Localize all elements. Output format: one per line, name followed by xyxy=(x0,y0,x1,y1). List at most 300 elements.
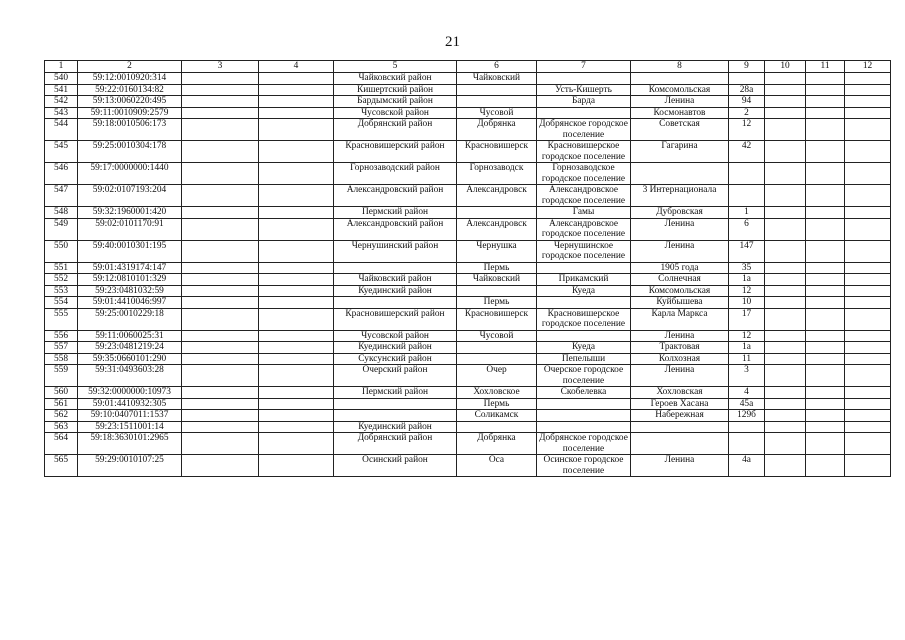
col-10-cell xyxy=(765,207,806,219)
street-cell: Ленина xyxy=(631,96,729,108)
col-3-cell xyxy=(182,387,259,399)
column-header-10: 10 xyxy=(765,61,806,73)
col-12-cell xyxy=(845,398,891,410)
settlement-cell xyxy=(457,342,537,354)
row-number-cell: 565 xyxy=(45,455,78,477)
col-4-cell xyxy=(259,96,334,108)
registry-table xyxy=(44,60,891,477)
table-row xyxy=(45,353,891,365)
row-number-cell: 553 xyxy=(45,285,78,297)
district-cell xyxy=(334,398,457,410)
street-cell: Космонавтов xyxy=(631,107,729,119)
table-row xyxy=(45,365,891,387)
table-row xyxy=(45,330,891,342)
table-row xyxy=(45,274,891,286)
col-4-cell xyxy=(259,398,334,410)
district-cell: Красновишерский район xyxy=(334,141,457,163)
row-number-cell: 562 xyxy=(45,410,78,422)
table-row xyxy=(45,119,891,141)
col-10-cell xyxy=(765,421,806,433)
street-cell: Дубровская xyxy=(631,207,729,219)
district-cell xyxy=(334,410,457,422)
col-12-cell xyxy=(845,73,891,85)
col-12-cell xyxy=(845,163,891,185)
cadastral-number-cell: 59:02:0101170:91 xyxy=(78,218,182,240)
col-11-cell xyxy=(806,119,845,141)
cadastral-number-cell: 59:25:0010229:18 xyxy=(78,308,182,330)
settlement-cell xyxy=(457,207,537,219)
street-cell: Ленина xyxy=(631,365,729,387)
col-3-cell xyxy=(182,342,259,354)
col-4-cell xyxy=(259,274,334,286)
cadastral-number-cell: 59:01:4319174:147 xyxy=(78,262,182,274)
table-row xyxy=(45,410,891,422)
district-cell xyxy=(334,297,457,309)
col-4-cell xyxy=(259,297,334,309)
cadastral-number-cell: 59:25:0010304:178 xyxy=(78,141,182,163)
col-3-cell xyxy=(182,73,259,85)
settlement-cell xyxy=(457,84,537,96)
house-cell xyxy=(729,433,765,455)
col-3-cell xyxy=(182,119,259,141)
street-cell: Колхозная xyxy=(631,353,729,365)
district-cell xyxy=(334,262,457,274)
house-cell: 10 xyxy=(729,297,765,309)
col-4-cell xyxy=(259,421,334,433)
house-cell: 17 xyxy=(729,308,765,330)
row-number-cell: 545 xyxy=(45,141,78,163)
col-3-cell xyxy=(182,96,259,108)
col-12-cell xyxy=(845,185,891,207)
table-row xyxy=(45,185,891,207)
col-10-cell xyxy=(765,285,806,297)
locality-cell: Скобелевка xyxy=(537,387,631,399)
cadastral-number-cell: 59:32:1960001:420 xyxy=(78,207,182,219)
locality-cell: Красновишерское городское поселение xyxy=(537,141,631,163)
col-12-cell xyxy=(845,455,891,477)
col-3-cell xyxy=(182,353,259,365)
house-cell xyxy=(729,163,765,185)
locality-cell: Очерское городское поселение xyxy=(537,365,631,387)
col-3-cell xyxy=(182,308,259,330)
col-11-cell xyxy=(806,285,845,297)
street-cell: Ленина xyxy=(631,330,729,342)
house-cell: 12 xyxy=(729,119,765,141)
col-12-cell xyxy=(845,297,891,309)
cadastral-number-cell: 59:22:0160134:82 xyxy=(78,84,182,96)
row-number-cell: 557 xyxy=(45,342,78,354)
col-11-cell xyxy=(806,96,845,108)
settlement-cell: Пермь xyxy=(457,262,537,274)
table-body xyxy=(45,73,891,477)
col-12-cell xyxy=(845,330,891,342)
col-4-cell xyxy=(259,285,334,297)
house-cell: 147 xyxy=(729,240,765,262)
street-cell: Героев Хасана xyxy=(631,398,729,410)
col-11-cell xyxy=(806,308,845,330)
col-11-cell xyxy=(806,240,845,262)
col-12-cell xyxy=(845,308,891,330)
col-3-cell xyxy=(182,365,259,387)
district-cell: Бардымский район xyxy=(334,96,457,108)
col-10-cell xyxy=(765,398,806,410)
col-11-cell xyxy=(806,185,845,207)
col-4-cell xyxy=(259,330,334,342)
settlement-cell: Горнозаводск xyxy=(457,163,537,185)
col-3-cell xyxy=(182,262,259,274)
table-row xyxy=(45,163,891,185)
district-cell: Кишертский район xyxy=(334,84,457,96)
row-number-cell: 561 xyxy=(45,398,78,410)
column-header-5: 5 xyxy=(334,61,457,73)
settlement-cell xyxy=(457,285,537,297)
street-cell: Советская xyxy=(631,119,729,141)
locality-cell xyxy=(537,398,631,410)
col-10-cell xyxy=(765,96,806,108)
street-cell: Ленина xyxy=(631,240,729,262)
row-number-cell: 548 xyxy=(45,207,78,219)
street-cell: Куйбышева xyxy=(631,297,729,309)
row-number-cell: 543 xyxy=(45,107,78,119)
cadastral-number-cell: 59:18:3630101:2965 xyxy=(78,433,182,455)
row-number-cell: 555 xyxy=(45,308,78,330)
col-10-cell xyxy=(765,330,806,342)
col-4-cell xyxy=(259,262,334,274)
settlement-cell: Соликамск xyxy=(457,410,537,422)
col-4-cell xyxy=(259,353,334,365)
row-number-cell: 549 xyxy=(45,218,78,240)
settlement-cell xyxy=(457,353,537,365)
col-10-cell xyxy=(765,342,806,354)
col-11-cell xyxy=(806,207,845,219)
street-cell: Хохловская xyxy=(631,387,729,399)
street-cell xyxy=(631,421,729,433)
col-12-cell xyxy=(845,84,891,96)
col-3-cell xyxy=(182,218,259,240)
col-12-cell xyxy=(845,421,891,433)
col-11-cell xyxy=(806,353,845,365)
row-number-cell: 560 xyxy=(45,387,78,399)
page-number: 21 xyxy=(445,34,460,50)
col-12-cell xyxy=(845,218,891,240)
locality-cell: Красновишерское городское поселение xyxy=(537,308,631,330)
col-3-cell xyxy=(182,433,259,455)
street-cell: 1905 года xyxy=(631,262,729,274)
house-cell: 4 xyxy=(729,387,765,399)
locality-cell: Пепелыши xyxy=(537,353,631,365)
col-10-cell xyxy=(765,297,806,309)
column-header-8: 8 xyxy=(631,61,729,73)
col-10-cell xyxy=(765,410,806,422)
house-cell xyxy=(729,73,765,85)
settlement-cell: Хохловское xyxy=(457,387,537,399)
cadastral-number-cell: 59:23:0481032:59 xyxy=(78,285,182,297)
district-cell: Куединский район xyxy=(334,285,457,297)
row-number-cell: 541 xyxy=(45,84,78,96)
column-header-3: 3 xyxy=(182,61,259,73)
table-row xyxy=(45,421,891,433)
settlement-cell xyxy=(457,421,537,433)
house-cell: 94 xyxy=(729,96,765,108)
col-11-cell xyxy=(806,141,845,163)
locality-cell: Александровское городское поселение xyxy=(537,185,631,207)
locality-cell: Александровское городское поселение xyxy=(537,218,631,240)
row-number-cell: 563 xyxy=(45,421,78,433)
col-12-cell xyxy=(845,433,891,455)
house-cell: 1а xyxy=(729,342,765,354)
row-number-cell: 554 xyxy=(45,297,78,309)
table-row xyxy=(45,218,891,240)
cadastral-number-cell: 59:18:0010506:173 xyxy=(78,119,182,141)
col-11-cell xyxy=(806,274,845,286)
street-cell: Комсомольская xyxy=(631,84,729,96)
col-12-cell xyxy=(845,119,891,141)
locality-cell xyxy=(537,297,631,309)
col-10-cell xyxy=(765,433,806,455)
table-row xyxy=(45,455,891,477)
house-cell: 11 xyxy=(729,353,765,365)
row-number-cell: 564 xyxy=(45,433,78,455)
cadastral-number-cell: 59:32:0000000:10973 xyxy=(78,387,182,399)
settlement-cell: Пермь xyxy=(457,297,537,309)
district-cell: Чусовской район xyxy=(334,330,457,342)
house-cell: 12 xyxy=(729,285,765,297)
cadastral-number-cell: 59:11:0060025:31 xyxy=(78,330,182,342)
table-row xyxy=(45,308,891,330)
house-cell: 28а xyxy=(729,84,765,96)
district-cell: Пермский район xyxy=(334,207,457,219)
col-10-cell xyxy=(765,455,806,477)
settlement-cell: Чернушка xyxy=(457,240,537,262)
settlement-cell: Оса xyxy=(457,455,537,477)
locality-cell xyxy=(537,330,631,342)
col-3-cell xyxy=(182,240,259,262)
col-4-cell xyxy=(259,433,334,455)
table-row xyxy=(45,107,891,119)
settlement-cell: Очер xyxy=(457,365,537,387)
settlement-cell: Чусовой xyxy=(457,330,537,342)
settlement-cell: Александровск xyxy=(457,185,537,207)
house-cell: 6 xyxy=(729,218,765,240)
house-cell: 3 xyxy=(729,365,765,387)
district-cell: Добрянский район xyxy=(334,119,457,141)
cadastral-number-cell: 59:23:0481219:24 xyxy=(78,342,182,354)
col-11-cell xyxy=(806,433,845,455)
street-cell: Набережная xyxy=(631,410,729,422)
col-11-cell xyxy=(806,455,845,477)
col-11-cell xyxy=(806,342,845,354)
settlement-cell: Добрянка xyxy=(457,433,537,455)
col-11-cell xyxy=(806,218,845,240)
col-3-cell xyxy=(182,274,259,286)
street-cell: Трактовая xyxy=(631,342,729,354)
house-cell: 35 xyxy=(729,262,765,274)
table-row xyxy=(45,141,891,163)
column-header-9: 9 xyxy=(729,61,765,73)
cadastral-number-cell: 59:17:0000000:1440 xyxy=(78,163,182,185)
col-4-cell xyxy=(259,308,334,330)
col-3-cell xyxy=(182,141,259,163)
col-4-cell xyxy=(259,73,334,85)
col-3-cell xyxy=(182,107,259,119)
cadastral-number-cell: 59:12:0810101:329 xyxy=(78,274,182,286)
col-11-cell xyxy=(806,262,845,274)
col-10-cell xyxy=(765,218,806,240)
settlement-cell: Добрянка xyxy=(457,119,537,141)
col-4-cell xyxy=(259,163,334,185)
street-cell: Солнечная xyxy=(631,274,729,286)
settlement-cell: Александровск xyxy=(457,218,537,240)
district-cell: Добрянский район xyxy=(334,433,457,455)
col-4-cell xyxy=(259,387,334,399)
col-11-cell xyxy=(806,297,845,309)
row-number-cell: 540 xyxy=(45,73,78,85)
col-12-cell xyxy=(845,353,891,365)
locality-cell: Добрянское городское поселение xyxy=(537,119,631,141)
district-cell: Красновишерский район xyxy=(334,308,457,330)
col-4-cell xyxy=(259,207,334,219)
street-cell: 3 Интернационала xyxy=(631,185,729,207)
street-cell: Гагарина xyxy=(631,141,729,163)
cadastral-number-cell: 59:31:0493603:28 xyxy=(78,365,182,387)
col-11-cell xyxy=(806,387,845,399)
row-number-cell: 547 xyxy=(45,185,78,207)
col-12-cell xyxy=(845,342,891,354)
settlement-cell: Чусовой xyxy=(457,107,537,119)
house-cell: 45а xyxy=(729,398,765,410)
table-row xyxy=(45,240,891,262)
locality-cell: Гамы xyxy=(537,207,631,219)
street-cell xyxy=(631,163,729,185)
column-header-7: 7 xyxy=(537,61,631,73)
street-cell xyxy=(631,433,729,455)
table-row xyxy=(45,262,891,274)
settlement-cell: Пермь xyxy=(457,398,537,410)
col-3-cell xyxy=(182,84,259,96)
col-3-cell xyxy=(182,455,259,477)
street-cell: Карла Маркса xyxy=(631,308,729,330)
locality-cell: Барда xyxy=(537,96,631,108)
locality-cell: Усть-Кишерть xyxy=(537,84,631,96)
cadastral-number-cell: 59:40:0010301:195 xyxy=(78,240,182,262)
locality-cell xyxy=(537,421,631,433)
cadastral-number-cell: 59:35:0660101:290 xyxy=(78,353,182,365)
col-4-cell xyxy=(259,119,334,141)
cadastral-number-cell: 59:01:4410932:305 xyxy=(78,398,182,410)
col-3-cell xyxy=(182,297,259,309)
cadastral-number-cell: 59:13:0060220:495 xyxy=(78,96,182,108)
column-header-1: 1 xyxy=(45,61,78,73)
locality-cell xyxy=(537,107,631,119)
locality-cell xyxy=(537,262,631,274)
col-10-cell xyxy=(765,163,806,185)
column-header-4: 4 xyxy=(259,61,334,73)
house-cell: 1а xyxy=(729,274,765,286)
cadastral-number-cell: 59:29:0010107:25 xyxy=(78,455,182,477)
district-cell: Чайковский район xyxy=(334,73,457,85)
col-12-cell xyxy=(845,285,891,297)
col-11-cell xyxy=(806,330,845,342)
row-number-cell: 544 xyxy=(45,119,78,141)
col-10-cell xyxy=(765,387,806,399)
locality-cell: Чернушинское городское поселение xyxy=(537,240,631,262)
house-cell: 1 xyxy=(729,207,765,219)
col-10-cell xyxy=(765,353,806,365)
row-number-cell: 546 xyxy=(45,163,78,185)
col-11-cell xyxy=(806,365,845,387)
house-cell: 12 xyxy=(729,330,765,342)
col-10-cell xyxy=(765,262,806,274)
col-4-cell xyxy=(259,455,334,477)
col-3-cell xyxy=(182,421,259,433)
col-3-cell xyxy=(182,163,259,185)
table-row xyxy=(45,73,891,85)
district-cell: Александровский район xyxy=(334,218,457,240)
locality-cell: Добрянское городское поселение xyxy=(537,433,631,455)
locality-cell: Куеда xyxy=(537,342,631,354)
district-cell: Горнозаводский район xyxy=(334,163,457,185)
house-cell: 42 xyxy=(729,141,765,163)
district-cell: Куединский район xyxy=(334,342,457,354)
house-cell xyxy=(729,185,765,207)
row-number-cell: 559 xyxy=(45,365,78,387)
col-12-cell xyxy=(845,410,891,422)
column-header-6: 6 xyxy=(457,61,537,73)
col-11-cell xyxy=(806,163,845,185)
district-cell: Чайковский район xyxy=(334,274,457,286)
col-10-cell xyxy=(765,185,806,207)
settlement-cell xyxy=(457,96,537,108)
house-cell xyxy=(729,421,765,433)
col-3-cell xyxy=(182,285,259,297)
locality-cell: Осинское городское поселение xyxy=(537,455,631,477)
col-4-cell xyxy=(259,185,334,207)
district-cell: Пермский район xyxy=(334,387,457,399)
district-cell: Чусовской район xyxy=(334,107,457,119)
col-10-cell xyxy=(765,107,806,119)
district-cell: Куединский район xyxy=(334,421,457,433)
column-header-2: 2 xyxy=(78,61,182,73)
col-11-cell xyxy=(806,410,845,422)
table-row xyxy=(45,285,891,297)
col-3-cell xyxy=(182,207,259,219)
table-row xyxy=(45,297,891,309)
row-number-cell: 550 xyxy=(45,240,78,262)
street-cell xyxy=(631,73,729,85)
col-4-cell xyxy=(259,240,334,262)
col-3-cell xyxy=(182,398,259,410)
col-12-cell xyxy=(845,96,891,108)
col-12-cell xyxy=(845,107,891,119)
col-4-cell xyxy=(259,141,334,163)
col-4-cell xyxy=(259,218,334,240)
col-4-cell xyxy=(259,365,334,387)
district-cell: Чернушинский район xyxy=(334,240,457,262)
locality-cell: Куеда xyxy=(537,285,631,297)
cadastral-number-cell: 59:11:0010909:2579 xyxy=(78,107,182,119)
cadastral-number-cell: 59:10:0407011:1537 xyxy=(78,410,182,422)
row-number-cell: 542 xyxy=(45,96,78,108)
district-cell: Александровский район xyxy=(334,185,457,207)
cadastral-number-cell: 59:01:4410046:997 xyxy=(78,297,182,309)
table-row xyxy=(45,433,891,455)
col-10-cell xyxy=(765,365,806,387)
table-row xyxy=(45,398,891,410)
col-4-cell xyxy=(259,342,334,354)
street-cell: Ленина xyxy=(631,218,729,240)
locality-cell: Прикамский xyxy=(537,274,631,286)
row-number-cell: 556 xyxy=(45,330,78,342)
